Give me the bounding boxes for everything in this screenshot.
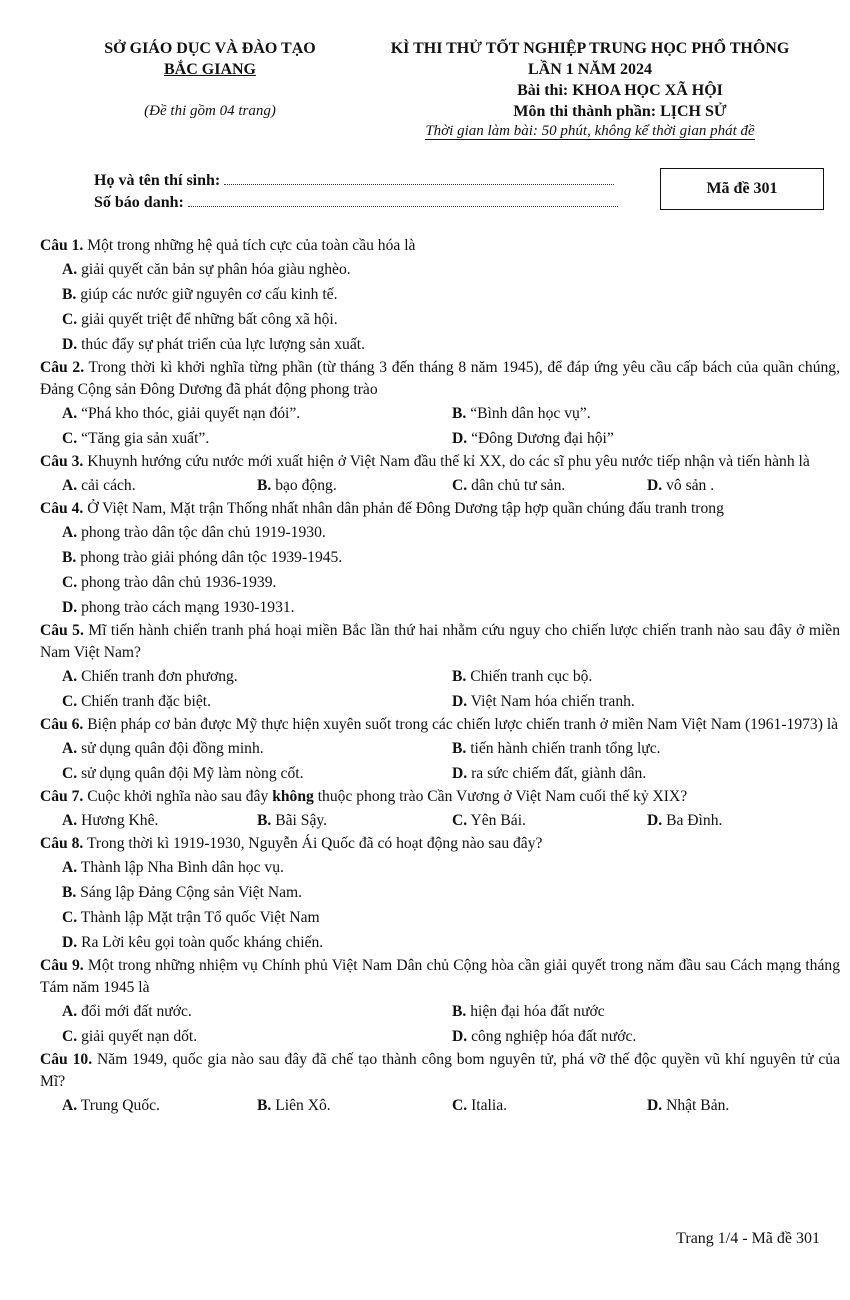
answer-options [40, 736, 840, 786]
option-letter: D. [647, 477, 663, 494]
option-letter: D. [452, 430, 468, 447]
option-letter: C. [62, 909, 78, 926]
answer-option [452, 664, 842, 689]
question-9 [40, 955, 840, 1049]
candidate-id-field [188, 192, 618, 207]
option-text: Chiến tranh đặc biệt. [81, 693, 211, 710]
option-text: giải quyết triệt để những bất công xã hội. [81, 311, 338, 328]
exam-code: Mã đề 301 [706, 180, 778, 197]
exam-header [340, 38, 840, 122]
option-letter: D. [62, 336, 78, 353]
question-2 [40, 357, 840, 451]
answer-option [62, 689, 452, 714]
page-footer: Trang 1/4 - Mã đề 301 [676, 1230, 820, 1247]
question-text: Khuynh hướng cứu nước mới xuất hiện ở Việt Nam đầu thế kỉ XX, do các sĩ phu yêu nước tiếp nhận và tiến hành là [87, 453, 810, 470]
question-10 [40, 1049, 840, 1118]
exam-component: Môn thi thành phần: LỊCH SỬ [513, 103, 727, 120]
question-stem [40, 498, 840, 520]
answer-options [40, 855, 840, 955]
option-text: Việt Nam hóa chiến tranh. [470, 693, 635, 710]
question-text: Trong thời kì khởi nghĩa từng phần (từ tháng 3 đến tháng 8 năm 1945), để đáp ứng yêu cầu cấp bách của quần chúng, Đảng Cộng sản Đông Dương đã phát động phong trào [40, 359, 841, 398]
option-text: Ra Lời kêu gọi toàn quốc kháng chiến. [81, 934, 324, 951]
option-letter: B. [452, 1003, 467, 1020]
answer-options [40, 401, 840, 451]
answer-options [40, 520, 840, 620]
option-letter: D. [452, 765, 468, 782]
answer-options [40, 473, 840, 498]
answer-option [62, 257, 840, 282]
question-number: Câu 1. [40, 237, 84, 254]
question-text: Cuộc khởi nghĩa nào sau đây [87, 788, 269, 805]
option-letter: B. [257, 1097, 272, 1114]
question-stem [40, 714, 840, 736]
answer-option [62, 736, 452, 761]
answer-option [62, 761, 452, 786]
option-letter: B. [452, 405, 467, 422]
answer-option [452, 689, 842, 714]
question-text: Năm 1949, quốc gia nào sau đây đã chế tạo thành công bom nguyên tử, phá vỡ thế độc quyền vũ khí nguyên tử của Mĩ? [40, 1051, 840, 1090]
option-text: bạo động. [275, 477, 337, 494]
option-letter: C. [62, 311, 78, 328]
answer-option [62, 570, 840, 595]
department-header [60, 38, 360, 80]
answer-option [62, 520, 840, 545]
option-text: phong trào dân chủ 1936-1939. [81, 574, 277, 591]
question-text: Ở Việt Nam, Mặt trận Thống nhất nhân dân phản đế Đông Dương tập hợp quần chúng đấu tranh trong [87, 500, 724, 517]
option-text: đổi mới đất nước. [81, 1003, 192, 1020]
option-text: Italia. [471, 1097, 508, 1114]
option-text: ra sức chiếm đất, giành dân. [471, 765, 647, 782]
option-letter: A. [62, 668, 78, 685]
option-letter: B. [257, 477, 272, 494]
answer-option [62, 473, 257, 498]
option-text: hiện đại hóa đất nước [470, 1003, 605, 1020]
exam-time: Thời gian làm bài: 50 phút, không kể thời gian phát đề [425, 123, 755, 139]
option-letter: D. [62, 599, 78, 616]
exam-subject: Bài thi: KHOA HỌC XÃ HỘI [517, 82, 723, 99]
candidate-info [94, 170, 618, 214]
exam-round: LẦN 1 NĂM 2024 [528, 61, 652, 78]
question-stem [40, 955, 840, 999]
answer-option [62, 545, 840, 570]
question-number: Câu 2. [40, 359, 85, 376]
question-stem [40, 786, 840, 808]
question-number: Câu 7. [40, 788, 84, 805]
candidate-id-label: Số báo danh: [94, 194, 184, 211]
answer-option [62, 595, 840, 620]
option-text: Chiến tranh đơn phương. [81, 668, 238, 685]
question-number: Câu 4. [40, 500, 84, 517]
option-letter: B. [257, 812, 272, 829]
option-text: công nghiệp hóa đất nước. [471, 1028, 637, 1045]
exam-title: KÌ THI THỬ TỐT NGHIỆP TRUNG HỌC PHỔ THÔNG [390, 40, 790, 57]
question-6 [40, 714, 840, 786]
option-text: Bãi Sậy. [275, 812, 328, 829]
answer-option [452, 808, 647, 833]
answer-option [62, 332, 840, 357]
option-text: giúp các nước giữ nguyên cơ cấu kinh tế. [80, 286, 338, 303]
option-letter: B. [62, 549, 77, 566]
option-text: giải quyết nạn dốt. [81, 1028, 198, 1045]
option-letter: D. [647, 1097, 663, 1114]
option-text: “Bình dân học vụ”. [470, 405, 591, 422]
option-text: Sáng lập Đảng Cộng sản Việt Nam. [80, 884, 303, 901]
option-text: giải quyết căn bản sự phân hóa giàu nghèo. [81, 261, 351, 278]
option-letter: D. [452, 693, 468, 710]
question-list [40, 235, 840, 1118]
option-text: sử dụng quân đội đồng minh. [81, 740, 264, 757]
question-text: Một trong những nhiệm vụ Chính phủ Việt Nam Dân chủ Cộng hòa cần giải quyết trong năm đầu sau Cách mạng tháng Tám năm 1945 là [40, 957, 840, 996]
option-text: Ba Đình. [666, 812, 723, 829]
question-text: Biện pháp cơ bản được Mỹ thực hiện xuyên suốt trong các chiến lược chiến tranh ở miền Nam Việt Nam (1961-1973) là [87, 716, 839, 733]
answer-option [452, 736, 842, 761]
question-1 [40, 235, 840, 357]
option-letter: D. [62, 934, 78, 951]
option-letter: C. [62, 1028, 78, 1045]
question-number: Câu 3. [40, 453, 84, 470]
candidate-name-label: Họ và tên thí sinh: [94, 172, 221, 189]
option-text: dân chủ tư sản. [471, 477, 566, 494]
question-stem [40, 357, 840, 401]
answer-option [62, 426, 452, 451]
option-letter: B. [62, 286, 77, 303]
option-letter: A. [62, 859, 78, 876]
question-text: thuộc phong trào Cần Vương ở Việt Nam cuối thế kỷ XIX? [317, 788, 688, 805]
answer-options [40, 999, 840, 1049]
answer-option [452, 473, 647, 498]
pages-note: (Đề thi gồm 04 trang) [144, 103, 276, 119]
answer-option [647, 808, 842, 833]
answer-options [40, 257, 840, 357]
answer-option [62, 307, 840, 332]
answer-options [40, 1093, 840, 1118]
question-stem [40, 833, 840, 855]
option-text: phong trào dân tộc dân chủ 1919-1930. [81, 524, 326, 541]
province-name: BẮC GIANG [163, 61, 256, 78]
option-letter: A. [62, 524, 78, 541]
question-8 [40, 833, 840, 955]
answer-option [452, 999, 842, 1024]
question-text: Trong thời kì 1919-1930, Nguyễn Ái Quốc đã có hoạt động nào sau đây? [86, 835, 543, 852]
question-text: Một trong những hệ quả tích cực của toàn cầu hóa là [87, 237, 416, 254]
question-stem [40, 451, 840, 473]
answer-option [62, 808, 257, 833]
answer-options [40, 808, 840, 833]
question-number: Câu 5. [40, 622, 84, 639]
question-number: Câu 10. [40, 1051, 93, 1068]
option-text: vô sản . [666, 477, 715, 494]
option-text: cải cách. [81, 477, 136, 494]
question-stem [40, 1049, 840, 1093]
option-text: tiến hành chiến tranh tổng lực. [470, 740, 661, 757]
option-letter: C. [62, 430, 78, 447]
option-text: thúc đẩy sự phát triển của lực lượng sản xuất. [81, 336, 365, 353]
option-letter: A. [62, 405, 78, 422]
question-4 [40, 498, 840, 620]
option-letter: D. [647, 812, 663, 829]
option-letter: A. [62, 477, 78, 494]
question-5 [40, 620, 840, 714]
option-letter: A. [62, 1003, 78, 1020]
option-letter: C. [62, 693, 78, 710]
question-number: Câu 6. [40, 716, 84, 733]
answer-option [62, 855, 840, 880]
answer-option [257, 808, 452, 833]
option-text: “Đông Dương đại hội” [471, 430, 614, 447]
answer-option [62, 880, 840, 905]
question-number: Câu 8. [40, 835, 84, 852]
answer-option [452, 761, 842, 786]
answer-option [452, 401, 842, 426]
option-text: “Phá kho thóc, giải quyết nạn đói”. [81, 405, 301, 422]
option-text: Thành lập Nha Bình dân học vụ. [80, 859, 284, 876]
answer-option [647, 1093, 842, 1118]
answer-option [452, 1024, 842, 1049]
option-letter: A. [62, 812, 78, 829]
option-text: Thành lập Mặt trận Tổ quốc Việt Nam [80, 909, 320, 926]
answer-option [62, 905, 840, 930]
question-text: Mĩ tiến hành chiến tranh phá hoại miền Bắc lần thứ hai nhằm cứu nguy cho chiến lược chiến tranh nào sau đây ở miền Nam Việt Nam? [40, 622, 840, 661]
option-letter: C. [62, 574, 78, 591]
answer-option [62, 1093, 257, 1118]
exam-code-box [660, 168, 824, 210]
option-text: Chiến tranh cục bộ. [470, 668, 593, 685]
answer-option [452, 1093, 647, 1118]
answer-option [62, 999, 452, 1024]
answer-option [62, 1024, 452, 1049]
department-name: SỞ GIÁO DỤC VÀ ĐÀO TẠO [104, 40, 316, 57]
answer-options [40, 664, 840, 714]
option-text: Yên Bái. [470, 812, 526, 829]
option-letter: C. [452, 477, 468, 494]
option-text: phong trào cách mạng 1930-1931. [81, 599, 295, 616]
option-text: sử dụng quân đội Mỹ làm nòng cốt. [81, 765, 304, 782]
answer-option [62, 664, 452, 689]
answer-option [62, 930, 840, 955]
answer-option [257, 1093, 452, 1118]
option-letter: B. [452, 668, 467, 685]
question-7 [40, 786, 840, 833]
candidate-name-field [224, 170, 614, 185]
question-emphasis: không [272, 788, 314, 805]
option-letter: C. [452, 812, 468, 829]
option-letter: C. [452, 1097, 468, 1114]
option-letter: A. [62, 261, 78, 278]
answer-option [647, 473, 842, 498]
answer-option [62, 282, 840, 307]
option-text: Trung Quốc. [80, 1097, 160, 1114]
option-letter: C. [62, 765, 78, 782]
option-letter: D. [452, 1028, 468, 1045]
answer-option [257, 473, 452, 498]
question-number: Câu 9. [40, 957, 84, 974]
option-letter: B. [452, 740, 467, 757]
option-text: “Tăng gia sản xuất”. [81, 430, 210, 447]
answer-option [62, 401, 452, 426]
option-letter: B. [62, 884, 77, 901]
option-text: phong trào giải phóng dân tộc 1939-1945. [80, 549, 343, 566]
question-3 [40, 451, 840, 498]
option-letter: A. [62, 740, 78, 757]
option-text: Hương Khê. [81, 812, 159, 829]
option-text: Liên Xô. [275, 1097, 331, 1114]
question-stem [40, 235, 840, 257]
option-letter: A. [62, 1097, 78, 1114]
option-text: Nhật Bản. [666, 1097, 730, 1114]
answer-option [452, 426, 842, 451]
question-stem [40, 620, 840, 664]
